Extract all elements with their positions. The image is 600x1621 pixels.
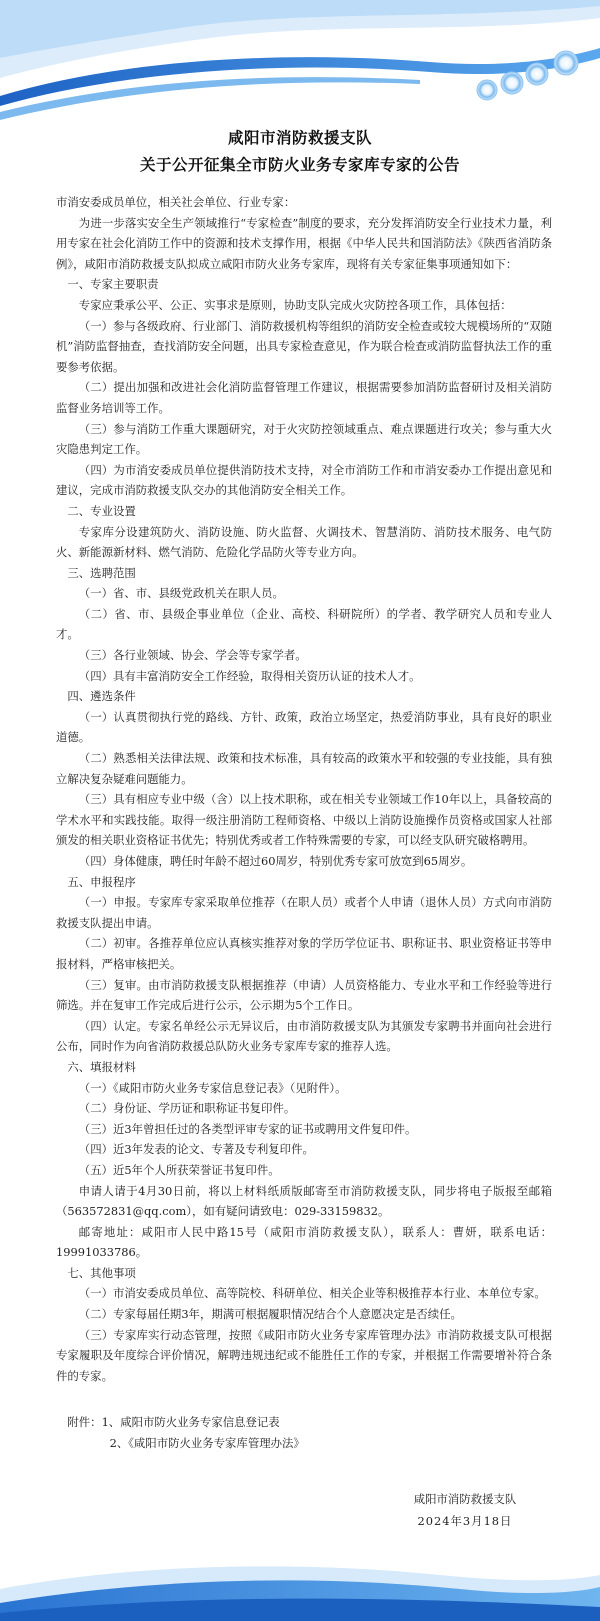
paragraph: （一）省、市、县级党政机关在职人员。 [78, 586, 284, 601]
paragraph: （二）初审。各推荐单位应认真核实推荐对象的学历学位证书、职称证书、职业资格证书等申报材料，严格审核把关。 [56, 936, 552, 971]
paragraph: （五）近5年个人所获荣誉证书复印件。 [78, 1162, 280, 1177]
paragraph: 邮寄地址：咸阳市人民中路15号（咸阳市消防救援支队），联系人：曹妍，联系电话：19991033786。 [56, 1224, 552, 1260]
signature-org: 咸阳市消防救援支队 [413, 1492, 517, 1506]
section-heading: 三、选聘范围 [67, 565, 136, 580]
paragraph: （二）提出加强和改进社会化消防监督管理工作建议，根据需要参加消防监督研讨及相关消防监督业务培训等工作。 [56, 380, 552, 415]
paragraph: （二）专家每届任期3年，期满可根据履职情况结合个人意愿决定是否续任。 [78, 1307, 462, 1322]
section-heading: 六、填报材料 [67, 1059, 136, 1074]
paragraph: 专家应秉承公平、公正、实事求是原则，协助支队完成火灾防控各项工作，具体包括： [78, 297, 512, 312]
paragraph: （一）申报。专家库专家采取单位推荐（在职人员）或者个人申请（退休人员）方式向市消防救援支队提出申请。 [56, 895, 552, 930]
footer-wave-decoration [0, 1541, 600, 1621]
paragraph: （四）具有丰富消防安全工作经验，取得相关资历认证的技术人才。 [78, 668, 421, 683]
paragraph: （四）近3年发表的论文、专著及专利复印件。 [78, 1142, 314, 1157]
paragraph: （二）熟悉相关法律法规、政策和技术标准，具有较高的政策水平和较强的专业技能，具有独立解决复杂疑难问题能力。 [56, 751, 552, 786]
salutation: 市消安委成员单位，相关社会单位、行业专家： [56, 195, 296, 209]
signature-date: 2024年3月18日 [417, 1514, 513, 1528]
paragraph: （四）为市消安委成员单位提供消防技术支持，对全市消防工作和市消安委办工作提出意见和建议，完成市消防救援支队交办的其他消防安全相关工作。 [56, 462, 552, 498]
paragraph: 申请人请于4月30日前，将以上材料纸质版邮寄至市消防救援支队，同步将电子版报至邮箱（563572831@qq.com），如有疑问请致电：029-33159832。 [56, 1183, 552, 1219]
paragraph: （三）专家库实行动态管理，按照《咸阳市防火业务专家库管理办法》市消防救援支队可根据专家履职及年度综合评价情况，解聘违规违纪或不能胜任工作的专家，并根据工作需要增补符合条件的专家。 [56, 1327, 552, 1383]
attachment-2: 2、《咸阳市防火业务专家库管理办法》 [109, 1436, 305, 1451]
signature-block [390, 1488, 540, 1532]
paragraph: 为进一步落实安全生产领域推行“专家检查”制度的要求，充分发挥消防安全行业技术力量，利用专家在社会化消防工作中的资源和技术支撑作用，根据《中华人民共和国消防法》《陕西省消防条例》，咸阳市消防救援支队拟成立咸阳市防火业务专家库，现将有关专家征集事项通知如下： [56, 215, 552, 271]
announcement-title: 关于公开征集全市防火业务专家库专家的公告 [139, 155, 460, 174]
paragraph: （四）身体健康，聘任时年龄不超过60周岁，特别优秀专家可放宽到65周岁。 [78, 854, 473, 868]
section-heading: 一、专家主要职责 [67, 277, 159, 292]
paragraph: （一）参与各级政府、行业部门、消防救援机构等组织的消防安全检查或较大规模场所的“双随机”消防监督抽查，查找消防安全问题，出具专家检查意见，作为联合检查或消防监督执法工作的重要参考依据。 [56, 318, 552, 374]
paragraph: （三）参与消防工作重大课题研究，对于火灾防控领域重点、难点课题进行攻关；参与重大火灾隐患判定工作。 [56, 421, 552, 457]
paragraph: （二）身份证、学历证和职称证书复印件。 [78, 1101, 296, 1116]
header-wave-decoration [0, 0, 600, 120]
paragraph: （一）认真贯彻执行党的路线、方针、政策，政治立场坚定，热爱消防事业，具有良好的职业道德。 [56, 709, 552, 745]
paragraph: （三）近3年曾担任过的各类型评审专家的证书或聘用文件复印件。 [78, 1121, 417, 1136]
paragraph: （一）市消安委成员单位、高等院校、科研单位、相关企业等积极推荐本行业、本单位专家。 [78, 1286, 546, 1301]
attachment-1: 附件：1、咸阳市防火业务专家信息登记表 [67, 1415, 280, 1430]
section-heading: 二、专业设置 [67, 503, 136, 518]
section-heading: 四、遴选条件 [67, 689, 136, 704]
title-block [0, 124, 600, 178]
paragraph: （四）认定。专家名单经公示无异议后，由市消防救援支队为其颁发专家聘书并面向社会进行公布，同时作为向省消防救援总队防火业务专家库专家的推荐人选。 [56, 1018, 552, 1054]
paragraph: （二）省、市、县级企事业单位（企业、高校、科研院所）的学者、教学研究人员和专业人才。 [56, 606, 552, 642]
paragraph-list [56, 192, 552, 1386]
org-title: 咸阳市消防救援支队 [227, 128, 372, 147]
paragraph: 专家库分设建筑防火、消防设施、防火监督、火调技术、智慧消防、消防技术服务、电气防火、新能源新材料、燃气消防、危险化学品防火等专业方向。 [56, 524, 552, 560]
section-heading: 五、申报程序 [67, 874, 136, 889]
paragraph: （三）具有相应专业中级（含）以上技术职称，或在相关专业领域工作10年以上，具备较高的学术水平和实践技能。取得一级注册消防工程师资格、中级以上消防设施操作员资格或国家人社部颁发的相关职业资格证书优先；特别优秀或者工作特殊需要的专家，可以经支队研究破格聘用。 [56, 792, 552, 848]
section-heading: 七、其他事项 [67, 1265, 136, 1280]
attachments [56, 1412, 552, 1453]
paragraph: （一）《咸阳市防火业务专家信息登记表》（见附件）。 [78, 1080, 347, 1095]
paragraph: （三）复审。由市消防救援支队根据推荐（申请）人员资格能力、专业水平和工作经验等进行筛选。并在复审工作完成后进行公示，公示期为5个工作日。 [56, 977, 552, 1013]
paragraph: （三）各行业领域、协会、学会等专家学者。 [78, 648, 307, 663]
announcement-body [56, 192, 552, 1454]
